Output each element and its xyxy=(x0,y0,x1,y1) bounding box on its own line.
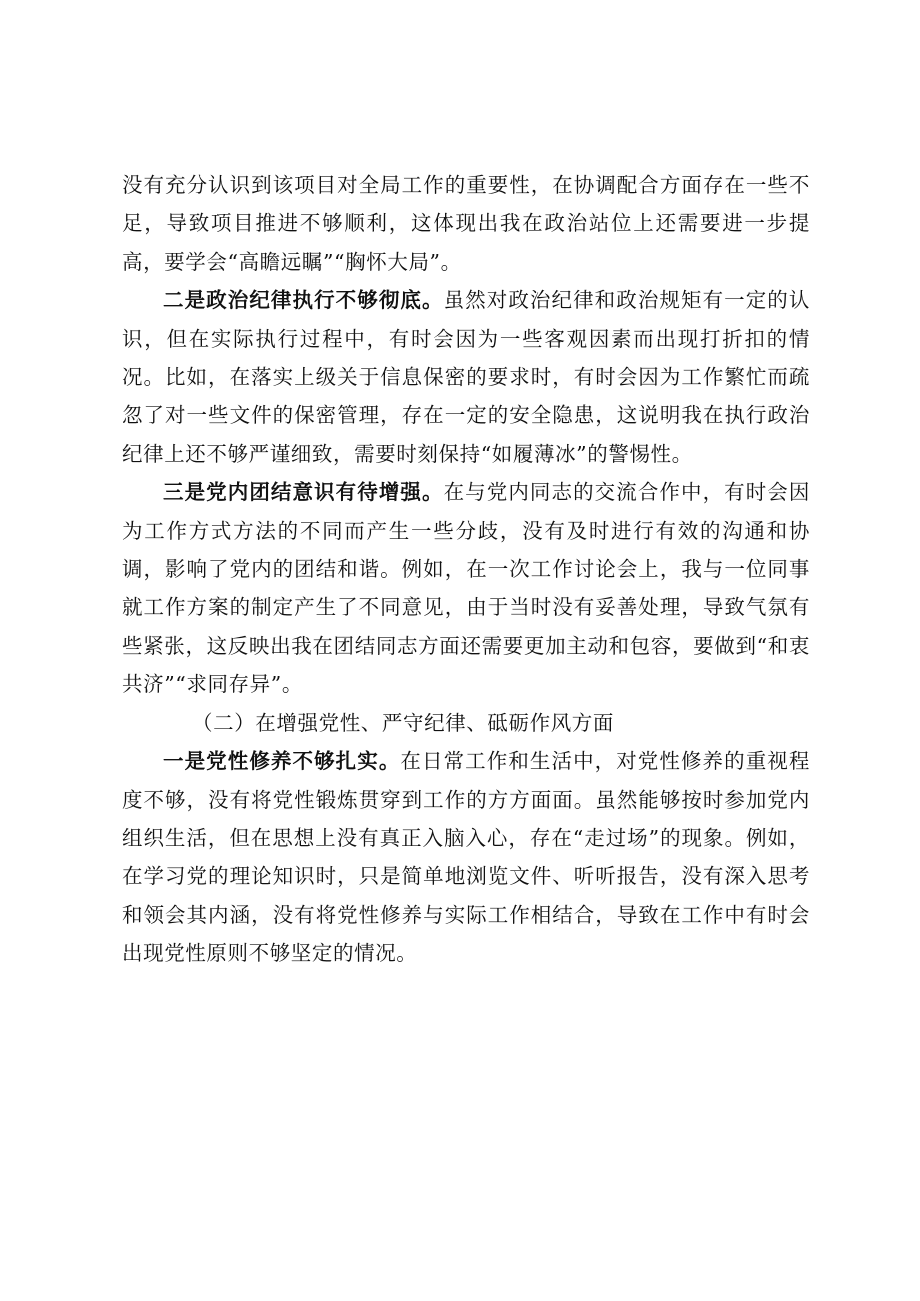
document-page xyxy=(122,166,810,973)
paragraph-lead: 三是党内团结意识有待增强。 xyxy=(163,480,444,505)
paragraph-party-unity xyxy=(122,473,810,703)
paragraph-body: 在与党内同志的交流合作中，有时会因为工作方式方法的不同而产生一些分歧，没有及时进行有效的沟通和协调，影响了党内的团结和谐。例如，在一次工作讨论会上，我与一位同事就工作方案的制定产生了不同意见，由于当时没有妥善处理，导致气氛有些紧张，这反映出我在团结同志方面还需要更加主动和包容，要做到“和衷共济”“求同存异”。 xyxy=(122,480,810,697)
paragraph-political-discipline xyxy=(122,281,810,473)
paragraph-body: 虽然对政治纪律和政治规矩有一定的认识，但在实际执行过程中，有时会因为一些客观因素而出现打折扣的情况。比如，在落实上级关于信息保密的要求时，有时会因为工作繁忙而疏忽了对一些文件的保密管理，存在一定的安全隐患，这说明我在执行政治纪律上还不够严谨细致，需要时刻保持“如履薄冰”的警惕性。 xyxy=(122,288,810,466)
paragraph-lead: 二是政治纪律执行不够彻底。 xyxy=(163,288,444,313)
paragraph-lead: 一是党性修养不够扎实。 xyxy=(163,749,401,774)
paragraph-party-cultivation xyxy=(122,742,810,972)
paragraph-body: 在日常工作和生活中，对党性修养的重视程度不够，没有将党性锻炼贯穿到工作的方方面面。虽然能够按时参加党内组织生活，但在思想上没有真正入脑入心，存在“走过场”的现象。例如，在学习党的理论知识时，只是简单地浏览文件、听听报告，没有深入思考和领会其内涵，没有将党性修养与实际工作相结合，导致在工作中有时会出现党性原则不够坚定的情况。 xyxy=(122,749,810,966)
paragraph-continued: 没有充分认识到该项目对全局工作的重要性，在协调配合方面存在一些不足，导致项目推进不够顺利，这体现出我在政治站位上还需要进一步提高，要学会“高瞻远瞩”“胸怀大局”。 xyxy=(122,173,810,274)
section-heading: （二）在增强党性、严守纪律、砥砺作风方面 xyxy=(192,710,614,735)
